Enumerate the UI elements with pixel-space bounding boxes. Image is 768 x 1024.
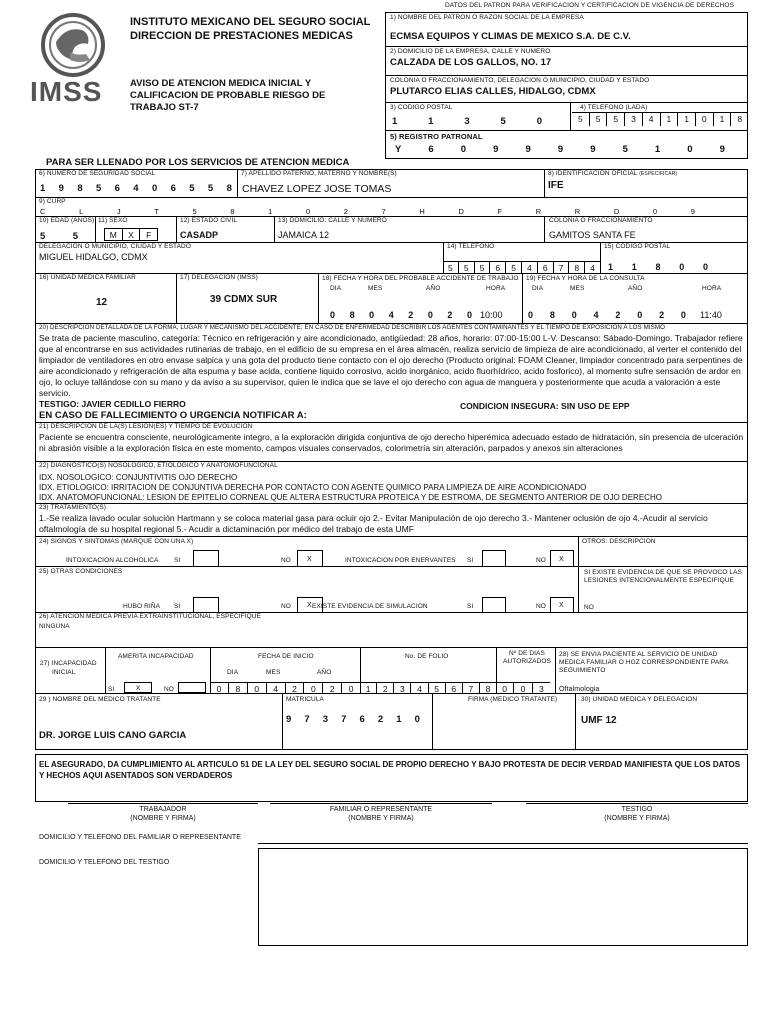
simulacion-label: EXISTE EVIDENCIA DE SIMULACION: [312, 603, 428, 610]
lesion-description-text[interactable]: Paciente se encuentra consciente, neurológicamente integro, a la exploración dirigida conjuntiva de ojo derecho hiperémica adecuado estado de hidratación, sin presencia de ulceración ni abrasión visible a la exploración física en este momento, campos visuales conservados, colorimetría sin alteración, parpados y anexos sin alteraciones: [39, 432, 744, 453]
doc-title-line-2: CALIFICACION DE PROBABLE RIESGO DE: [130, 90, 326, 101]
worker-address-value[interactable]: JAMAICA 12: [278, 230, 330, 240]
signs-label: 24) SIGNOS Y SINTOMAS (MARQUE CON UNA X): [39, 538, 194, 545]
diagnosis-line-1[interactable]: IDX. NOSOLOGICO: CONJUNTIVITIS OJO DERECHO: [39, 473, 238, 482]
simulacion-no-mark: X: [559, 602, 564, 609]
worker-phone-label: 14) TELEFONO: [447, 243, 495, 250]
age-digits[interactable]: 5 5: [40, 231, 78, 242]
incapacidad-label-2: INICIAL: [52, 669, 76, 676]
alcoholic-si: SI: [174, 557, 181, 564]
testigo-nombre-firma: (NOMBRE Y FIRMA): [604, 815, 670, 822]
worker-colonia-value[interactable]: GAMITOS SANTA FE: [549, 230, 636, 240]
accident-description-text[interactable]: Se trata de paciente masculino, categoría: Técnico en refrigeración y aire acondicionado, antigüedad: 28 años, horario: 07:00-15:00 L-V. Descanso: Sábado-Domingo. Trabajador refiere que al encontrarse en sus actividades rutinarias de trabajo, en el edificio de su empresa en el área almacén, realiza servicio de limpieza de aire acondicionado, al verter el contenido del limpiador de ventiladores en otro envase salpica y una gota del producto tiene contacto con el ojo derecho (Producto original: FOAM Cleaner, limpiador concentrado para serpentines de aire acondicionado y refrigeración de alta espuma y base acida, contiene liquido corrosivo, acido inorgánico, acido fluorhídrico, acido fosforico), al momento sufre sensación de ardor en ojo, lo ocluye tallándose con su mano y da aviso a su supervisor, quien le indica que se lave el ojo derecho con agua de manguera y posteriormente que acuda a valoración a este servicio.: [39, 333, 743, 398]
patron-name-value[interactable]: ECMSA EQUIPOS Y CLIMAS DE MEXICO S.A. DE C.V.: [390, 31, 631, 42]
enervantes-si-box[interactable]: [482, 550, 506, 567]
doc-title-line-1: AVISO DE ATENCION MEDICA INICIAL Y: [130, 78, 312, 89]
rina-no-mark: X: [307, 602, 312, 609]
referral-label: 28) SE ENVIA PACIENTE AL SERVICIO DE UNIDAD MEDICA FAMILIAR O HGZ CORRESPONDIENTE PARA SEGUIMIENTO: [559, 651, 729, 674]
matricula-label: MATRICULA: [286, 696, 324, 703]
fecha-inicio-mes: MES: [266, 669, 281, 676]
consult-datetime-label: 19) FECHA Y HORA DE LA CONSULTA: [526, 275, 645, 282]
patron-cp-digits[interactable]: 1 1 3 5 0: [392, 116, 542, 127]
patron-phone-digits[interactable]: 5 5 5 3 4 1 1 0 1 8: [572, 112, 748, 126]
declaration-text: EL ASEGURADO, DA CUMPLIMIENTO AL ARTICULO 51 DE LA LEY DEL SEGURO SOCIAL DE PROPIO DERECHO Y BAJO PROTESTA DE DECIR VERDAD MANIFIESTA QUE LOS DATOS Y HECHOS AQUI ASENTADOS SON VERDADEROS: [39, 760, 741, 780]
doctor-signature-label: FIRMA (MEDICO TRATANTE): [468, 696, 558, 703]
domicilio-familiar-label: DOMICILIO Y TELEFONO DEL FAMILIAR O REPRESENTANTE: [39, 834, 241, 841]
worker-cp-label: 15) CODIGO POSTAL: [604, 243, 671, 250]
nss-label: 6) NUMERO DE SEGURIDAD SOCIAL: [39, 170, 156, 177]
direction-name: DIRECCION DE PRESTACIONES MEDICAS: [130, 30, 353, 42]
id-value[interactable]: IFE: [548, 180, 564, 191]
accident-dia: DIA: [330, 285, 342, 292]
testigo-text: TESTIGO: JAVIER CEDILLO FIERRO: [39, 399, 186, 409]
other-conditions-label: 25) OTRAS CONDICIONES: [39, 568, 123, 575]
otros-label: OTROS: DESCRIPCION: [582, 538, 656, 545]
simulacion-si-box[interactable]: [482, 597, 506, 613]
dias-digits[interactable]: 0 0 3: [496, 682, 550, 693]
alcoholic-si-box[interactable]: [193, 550, 219, 567]
patron-cp-label: 3) CODIGO POSTAL: [390, 104, 453, 111]
fallecimiento-text: EN CASO DE FALLECIMIENTO O URGENCIA NOTIFICAR A:: [39, 410, 307, 421]
consult-date-digits[interactable]: 0 8 0 4 2 0 2 0: [528, 310, 686, 320]
worker-name-label: 7) APELLIDO PATERNO, MATERNO Y NOMBRE(S): [241, 170, 397, 177]
delegacion-imss-label: 17) DELEGACION (IMSS): [180, 274, 258, 281]
consult-anio: AÑO: [628, 285, 643, 292]
folio-label: No. DE FOLIO: [405, 653, 449, 660]
simulacion-si: SI: [467, 603, 474, 610]
patron-phone-label: 4) TELEFONO (LADA): [580, 104, 648, 111]
accident-hora: HORA: [486, 285, 506, 292]
rina-no: NO: [281, 603, 291, 610]
patron-registro-label: 5) REGISTRO PATRONAL: [390, 132, 483, 141]
incapacidad-label-1: 27) INCAPACIDAD: [40, 660, 97, 667]
fecha-inicio-digits[interactable]: 0 8 0 4 2 0 2 0: [210, 682, 360, 693]
institution-name: INSTITUTO MEXICANO DEL SEGURO SOCIAL: [130, 16, 371, 28]
imss-logo-text: IMSS: [30, 76, 103, 107]
consult-time[interactable]: 11:40: [700, 310, 722, 320]
accident-mes: MES: [368, 285, 383, 292]
worker-deleg-label: DELEGACION O MUNICIPIO, CIUDAD Y ESTADO: [39, 243, 191, 250]
testigo-address-box[interactable]: [258, 848, 748, 946]
rina-si: SI: [174, 603, 181, 610]
familiar-label: FAMILIAR O REPRESENTANTE: [329, 806, 433, 813]
dias-label: Nº DE DIAS AUTORIZADOS: [503, 650, 551, 665]
amerita-si-mark: X: [136, 685, 141, 692]
prior-care-label: 26) ATENCION MEDICA PREVIA EXTRAINSTITUCIONAL, ESPECIFIQUE: [39, 613, 262, 620]
unit-delegation-label: 30) UNIDAD MEDICA Y DELEGACION: [581, 696, 698, 703]
folio-digits[interactable]: 1 2 3 4 5 6 7 8: [360, 682, 496, 693]
simulacion-no: NO: [536, 603, 546, 610]
treatment-label: 23) TRATAMIENTO(S): [39, 504, 107, 511]
patron-colonia-value[interactable]: PLUTARCO ELIAS CALLES, HIDALGO, CDMX: [390, 86, 596, 97]
age-label: 10) EDAD (AÑOS): [39, 217, 95, 224]
sex-label: 11) SEXO: [98, 217, 128, 224]
doctor-name-value[interactable]: DR. JORGE LUIS CANO GARCIA: [39, 730, 187, 741]
accident-anio: AÑO: [426, 285, 441, 292]
worker-address-label: 13) DOMICILIO: CALLE Y NUMERO: [278, 217, 387, 224]
trabajador-nombre-firma: (NOMBRE Y FIRMA): [130, 815, 196, 822]
curp-chars[interactable]: C L J T 5 8 1 0 2 7 H D F R R D 0 9: [40, 207, 695, 216]
patron-section-header: DATOS DEL PATRON PARA VERIFICACION Y CERTIFICACION DE VIGENCIA DE DERECHOS: [445, 2, 735, 9]
alcoholic-label: INTOXICACION ALCOHOLICA: [66, 557, 159, 564]
intentional-value[interactable]: NO: [584, 604, 594, 611]
curp-label: 9) CURP: [39, 198, 66, 205]
alcoholic-no-mark: X: [307, 556, 312, 563]
trabajador-label: TRABAJADOR: [139, 806, 187, 813]
doctor-name-label: 29 ) NOMBRE DEL MEDICO TRATANTE: [39, 696, 161, 703]
prior-care-value[interactable]: NINGUNA: [39, 623, 70, 630]
worker-phone-digits[interactable]: 5 5 5 6 5 4 6 7 8 4: [443, 261, 600, 273]
familiar-nombre-firma: (NOMBRE Y FIRMA): [348, 815, 414, 822]
patron-name-label: 1) NOMBRE DEL PATRON O RAZON SOCIAL DE LA EMPRESA: [390, 14, 584, 21]
enervantes-no: NO: [536, 557, 546, 564]
diagnosis-label: 22) DIAGNOSTICO(S) NOSOLOGICO, ETIOLOGICO Y ANATOMOFUNCIONAL: [39, 462, 278, 469]
nss-digits[interactable]: 1 9 8 5 6 4 0 6 5 5 8: [40, 183, 232, 194]
accident-description-label: 20) DESCRIPCION DETALLADA DE LA FORMA, LUGAR Y MECANISMO DEL ACCIDENTE; EN CASO DE ENFERMEDAD DESCRIBIR LOS AGENTES CONTAMINANTES Y EL TIEMPO DE EXPOSICION A LOS MISMO: [39, 324, 666, 331]
amerita-no: NO: [164, 686, 174, 693]
enervantes-no-mark: X: [559, 556, 564, 563]
worker-deleg-value[interactable]: MIGUEL HIDALGO, CDMX: [39, 252, 148, 262]
domicilio-testigo-label: DOMICILIO Y TELEFONO DEL TESTIGO: [39, 859, 170, 866]
diagnosis-line-2[interactable]: IDX. ETIOLOGICO: IRRITACION DE CONJUNTIVA DERECHA POR CONTACTO CON AGENTE QUIMICO PARA LIMPIEZA DE AIRE ACONDICIONADO: [39, 483, 587, 492]
patron-colonia-label: COLONIA O FRACCIONAMIENTO, DELEGACION O MUNICIPIO, CIUDAD Y ESTADO: [390, 77, 650, 84]
enervantes-label: INTOXICACION POR ENERVANTES: [345, 557, 456, 564]
alcoholic-no: NO: [281, 557, 291, 564]
accident-datetime-label: 18) FECHA Y HORA DEL PROBABLE ACCIDENTE DE TRABAJO: [322, 275, 519, 282]
fecha-inicio-anio: AÑO: [317, 669, 332, 676]
amerita-si: SI: [108, 686, 115, 693]
umf-value[interactable]: 12: [96, 297, 108, 308]
accident-date-digits[interactable]: 0 8 0 4 2 0 2 0: [330, 310, 472, 320]
enervantes-si: SI: [467, 557, 474, 564]
doc-title-line-3: TRABAJO ST-7: [130, 102, 199, 113]
consult-dia: DIA: [532, 285, 544, 292]
testigo-label: TESTIGO: [621, 806, 653, 813]
accident-time[interactable]: 10:00: [480, 310, 503, 320]
referral-value[interactable]: Oftalmologia: [559, 686, 600, 693]
civil-status-label: 12) ESTADO CIVIL: [180, 217, 238, 224]
amerita-label: AMERITA INCAPACIDAD: [118, 653, 194, 660]
consult-hora: HORA: [702, 285, 722, 292]
matricula-digits[interactable]: 9 7 3 7 6 2 1 0: [286, 714, 420, 725]
diagnosis-line-3[interactable]: IDX. ANATOMOFUNCIONAL: LESION DE EPITELIO CORNEAL QUE ALTERA ESTRUCTURA PROTEICA Y DE ESTROMA, DE SEGMENTO ANTERIOR DE OJO DERECHO: [39, 493, 662, 502]
imss-eagle-emblem: [30, 12, 116, 78]
civil-status-value[interactable]: CASADP: [180, 230, 219, 240]
patron-registro-digits[interactable]: Y 6 0 9 9 9 9 5 1 0 9: [395, 144, 725, 155]
fecha-inicio-label: FECHA DE INICIO: [258, 653, 314, 660]
section-title: PARA SER LLENADO POR LOS SERVICIOS DE ATENCION MEDICA: [46, 157, 350, 168]
patron-address-label: 2) DOMICILIO DE LA EMPRESA, CALLE Y NUMERO: [390, 48, 551, 55]
imss-logo: [30, 12, 116, 108]
rina-label: HUBO RIÑA: [123, 603, 161, 610]
condicion-insegura-text: CONDICION INSEGURA: SIN USO DE EPP: [460, 401, 630, 411]
amerita-no-box[interactable]: [178, 682, 206, 693]
patron-address-value[interactable]: CALZADA DE LOS GALLOS, NO. 17: [390, 57, 552, 68]
treatment-text[interactable]: 1.-Se realiza lavado ocular solución Hartmann y se coloca material gasa para ocluir ojo 2.- Evitar Manipulación de ojo derecho 3.- Mantener oclusión de ojo 4.-Acudir al servicio oftalmología de su hospital regional 5.- Acudir a dictaminación por médico del trabajo de esta UMF: [39, 513, 708, 534]
delegacion-imss-value[interactable]: 39 CDMX SUR: [210, 294, 278, 305]
worker-name-value[interactable]: CHAVEZ LOPEZ JOSE TOMAS: [242, 183, 392, 195]
worker-colonia-label: COLONIA O FRACCIONAMIENTO: [549, 217, 653, 224]
intentional-label: SI EXISTE EVIDENCIA DE QUE SE PROVOCO LAS LESIONES INTENCIONALMENTE ESPECIFIQUE: [584, 569, 742, 584]
unit-delegation-value[interactable]: UMF 12: [581, 715, 617, 726]
id-label: 8) IDENTIFICACION OFICIAL (ESPECIFICAR): [548, 170, 678, 177]
lesion-description-label: 21) DESCRIPCION DE LA(S) LESION(ES) Y TIEMPO DE EVOLUCION: [39, 423, 253, 430]
sex-boxes[interactable]: M X F: [104, 228, 158, 241]
rina-si-box[interactable]: [193, 597, 219, 613]
fecha-inicio-dia: DIA: [227, 669, 239, 676]
umf-label: 16) UNIDAD MEDICA FAMILIAR: [39, 274, 136, 281]
worker-cp-digits[interactable]: 1 1 8 0 0: [608, 262, 708, 272]
consult-mes: MES: [570, 285, 585, 292]
